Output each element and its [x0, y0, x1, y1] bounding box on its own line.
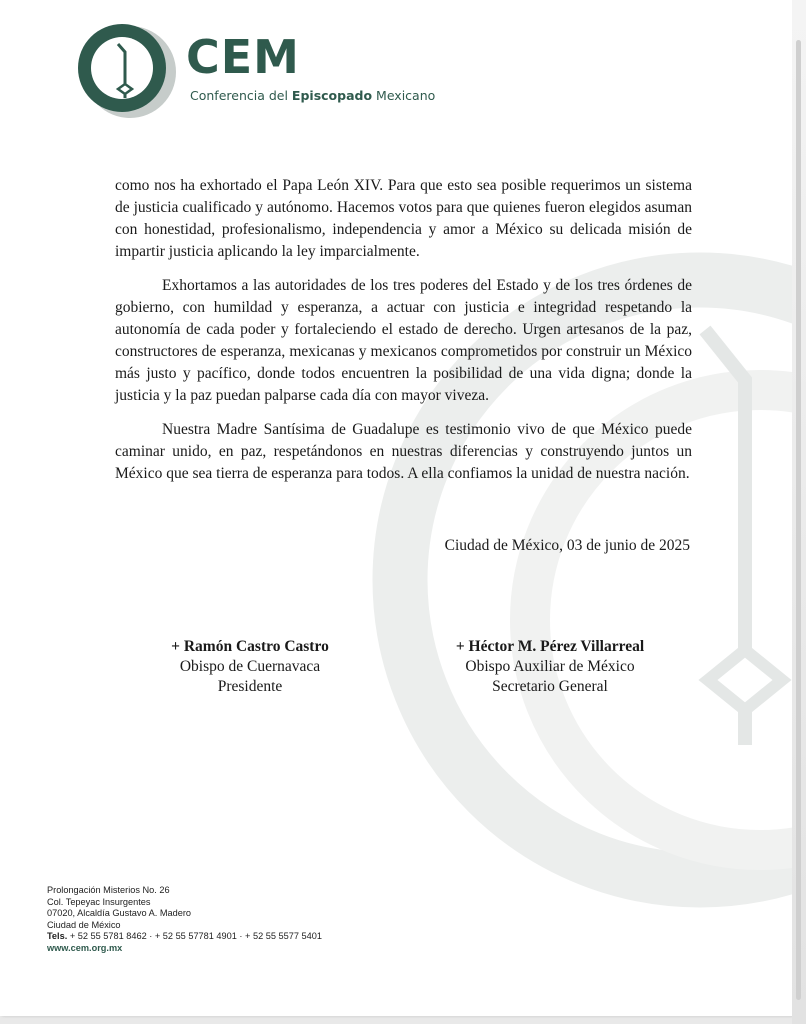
- logo-subtitle: [190, 88, 435, 103]
- footer-phones: [47, 931, 322, 943]
- logo-subtitle-part3: Mexicano: [372, 88, 436, 103]
- footer-website-link[interactable]: www.cem.org.mx: [47, 942, 123, 953]
- tels-numbers: + 52 55 5781 8462 · + 52 55 57781 4901 · + 52 55 5577 5401: [67, 931, 322, 942]
- body-paragraph: como nos ha exhortado el Papa León XIV. Para que esto sea posible requerimos un sistema de justicia cualificado y autónomo. Hacemos votos para que quienes fueron elegidos asuman con honestidad, profesionalismo, independencia y amor a México su delicada misión de impartir justicia aplicando la ley imparcialmente.: [115, 177, 692, 260]
- signatory-title: Presidente: [217, 678, 283, 695]
- signatory-name: + Héctor M. Pérez Villarreal: [455, 638, 645, 655]
- scrollbar-thumb[interactable]: [796, 40, 801, 1000]
- cem-emblem-icon: [78, 22, 178, 122]
- footer-contact: [47, 885, 322, 955]
- logo-title: CEM: [186, 30, 300, 84]
- logo-subtitle-bold: Episcopado: [291, 88, 373, 103]
- signatory-role: Obispo de Cuernavaca: [179, 658, 321, 675]
- signatory-role: Obispo Auxiliar de México: [465, 658, 635, 675]
- signature-block-right: [430, 637, 670, 697]
- body-paragraph: Exhortamos a las autoridades de los tres poderes del Estado y de los tres órdenes de gobierno, con humildad y esperanza, a actuar con justicia e integridad respetando la autonomía de cada poder y fortaleciendo el estado de derecho. Urgen artesanos de la paz, constructores de esperanza, mexicanas y mexicanos comprometidos por construir un México más justo y pacífico, donde todos encuentren la posibilidad de una vida digna; donde la justicia y la paz puedan palparse cada día con mayor viveza.: [115, 277, 692, 404]
- date-line: Ciudad de México, 03 de junio de 2025: [444, 537, 690, 554]
- signature-block-left: [150, 637, 350, 697]
- footer-address-line: Prolongación Misterios No. 26: [47, 885, 170, 895]
- footer-address-line: 07020, Alcaldía Gustavo A. Madero: [47, 908, 192, 919]
- body-paragraph: Nuestra Madre Santísima de Guadalupe es testimonio vivo de que México puede caminar unido, en paz, respetándonos en nuestras diferencias y construyendo juntos un México que sea tierra de esperanza para todos. A ella confiamos la unidad de nuestra nación.: [115, 421, 692, 482]
- logo-subtitle-part1: Conferencia del: [190, 88, 292, 103]
- letter-body: [115, 175, 692, 497]
- tels-label: Tels.: [47, 931, 68, 942]
- footer-address-line: Ciudad de México: [47, 919, 121, 930]
- signatory-title: Secretario General: [492, 678, 608, 695]
- footer-address-line: Col. Tepeyac Insurgentes: [47, 896, 151, 907]
- signatory-name: + Ramón Castro Castro: [171, 638, 329, 655]
